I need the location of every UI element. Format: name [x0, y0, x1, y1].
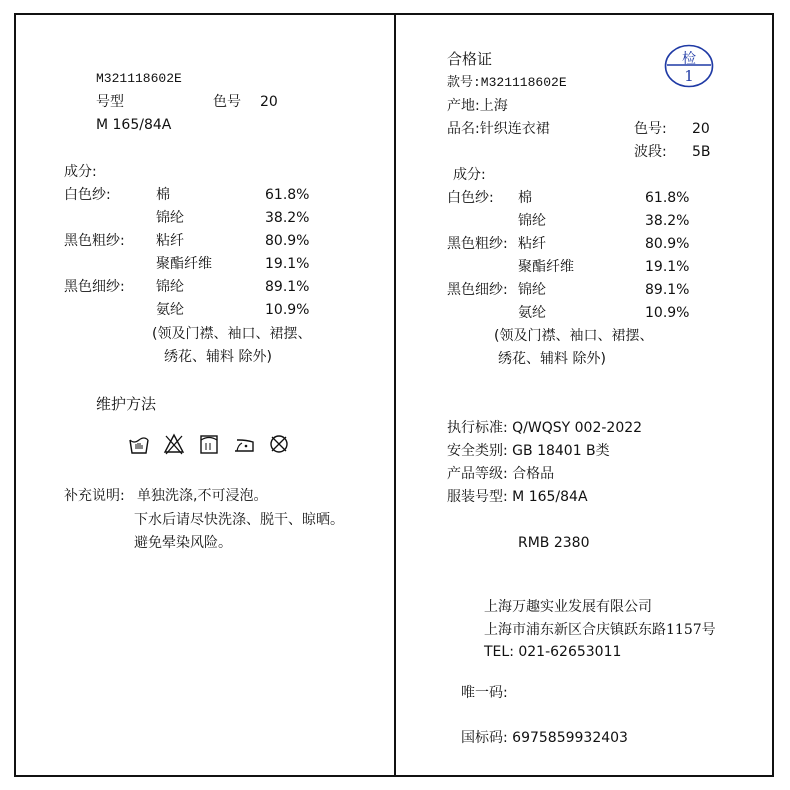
composition-fiber: 氨纶	[156, 302, 184, 318]
composition-percent: 19.1%	[265, 256, 310, 272]
composition-fiber: 聚酯纤维	[156, 256, 212, 272]
composition-fiber: 锦纶	[518, 282, 546, 298]
exclusion-note: 绣花、辅料 除外)	[498, 351, 606, 367]
low-iron-icon	[233, 432, 255, 456]
composition-percent: 61.8%	[645, 190, 690, 206]
composition-part: 黑色粗纱:	[64, 233, 125, 249]
composition-part: 白色纱:	[64, 187, 111, 203]
composition-title: 成分:	[64, 164, 97, 180]
composition-fiber: 粘纤	[156, 233, 184, 249]
style-code: M321118602E	[96, 71, 182, 86]
composition-percent: 10.9%	[265, 302, 310, 318]
care-title: 维护方法	[96, 395, 157, 413]
composition-part: 黑色细纱:	[447, 282, 508, 298]
exclusion-note: 绣花、辅料 除外)	[164, 349, 272, 365]
composition-fiber: 粘纤	[518, 236, 546, 252]
color-value: 20	[260, 94, 278, 110]
batch-value: 5B	[692, 144, 711, 160]
size-label: 号型	[96, 94, 124, 110]
composition-percent: 80.9%	[265, 233, 310, 249]
composition-fiber: 锦纶	[156, 210, 184, 226]
composition-percent: 10.9%	[645, 305, 690, 321]
color-label: 色号	[213, 94, 241, 110]
style-number: 款号:M321118602E	[447, 75, 567, 90]
care-symbols	[128, 432, 290, 456]
composition-percent: 38.2%	[645, 213, 690, 229]
unique-code: 唯一码:	[461, 685, 508, 701]
color-label: 色号:	[634, 121, 667, 137]
composition-fiber: 棉	[518, 190, 532, 206]
price: RMB 2380	[518, 535, 590, 551]
composition-part: 白色纱:	[447, 190, 494, 206]
composition-title: 成分:	[453, 167, 486, 183]
batch-label: 波段:	[634, 144, 667, 160]
no-bleach-icon	[163, 432, 185, 456]
note-line: 避免晕染风险。	[134, 535, 232, 551]
company-address: 上海市浦东新区合庆镇跃东路1157号	[484, 622, 716, 638]
no-dry-clean-icon	[268, 432, 290, 456]
company-name: 上海万趣实业发展有限公司	[484, 599, 652, 615]
panel-divider	[394, 13, 396, 777]
stamp-text-bottom: 1	[684, 67, 694, 85]
composition-percent: 80.9%	[645, 236, 690, 252]
origin: 产地:上海	[447, 98, 508, 114]
composition-fiber: 氨纶	[518, 305, 546, 321]
exclusion-note: (领及门襟、袖口、裙摆、	[152, 326, 312, 342]
garment-size: 服装号型: M 165/84A	[447, 489, 588, 505]
exclusion-note: (领及门襟、袖口、裙摆、	[494, 328, 654, 344]
execution-standard: 执行标准: Q/WQSY 002-2022	[447, 420, 643, 436]
notes-label: 补充说明:	[64, 488, 125, 504]
composition-percent: 61.8%	[265, 187, 310, 203]
company-tel: TEL: 021-62653011	[484, 644, 622, 660]
composition-fiber: 棉	[156, 187, 170, 203]
composition-percent: 38.2%	[265, 210, 310, 226]
hand-wash-icon	[128, 432, 150, 456]
inspection-stamp	[664, 44, 714, 88]
composition-part: 黑色细纱:	[64, 279, 125, 295]
composition-percent: 89.1%	[645, 282, 690, 298]
composition-percent: 89.1%	[265, 279, 310, 295]
composition-fiber: 锦纶	[156, 279, 184, 295]
safety-category: 安全类别: GB 18401 B类	[447, 443, 610, 459]
color-value: 20	[692, 121, 710, 137]
certificate-title: 合格证	[447, 50, 493, 68]
stamp-text-top: 检	[682, 51, 696, 67]
product-name: 品名:针织连衣裙	[447, 121, 550, 137]
composition-fiber: 聚酯纤维	[518, 259, 574, 275]
line-dry-icon	[198, 432, 220, 456]
note-line: 单独洗涤,不可浸泡。	[137, 488, 268, 504]
product-grade: 产品等级: 合格品	[447, 466, 555, 482]
composition-fiber: 锦纶	[518, 213, 546, 229]
composition-percent: 19.1%	[645, 259, 690, 275]
national-barcode: 国标码: 6975859932403	[461, 730, 628, 746]
note-line: 下水后请尽快洗涤、脱干、晾晒。	[134, 512, 344, 528]
size-value: M 165/84A	[96, 117, 172, 133]
composition-part: 黑色粗纱:	[447, 236, 508, 252]
